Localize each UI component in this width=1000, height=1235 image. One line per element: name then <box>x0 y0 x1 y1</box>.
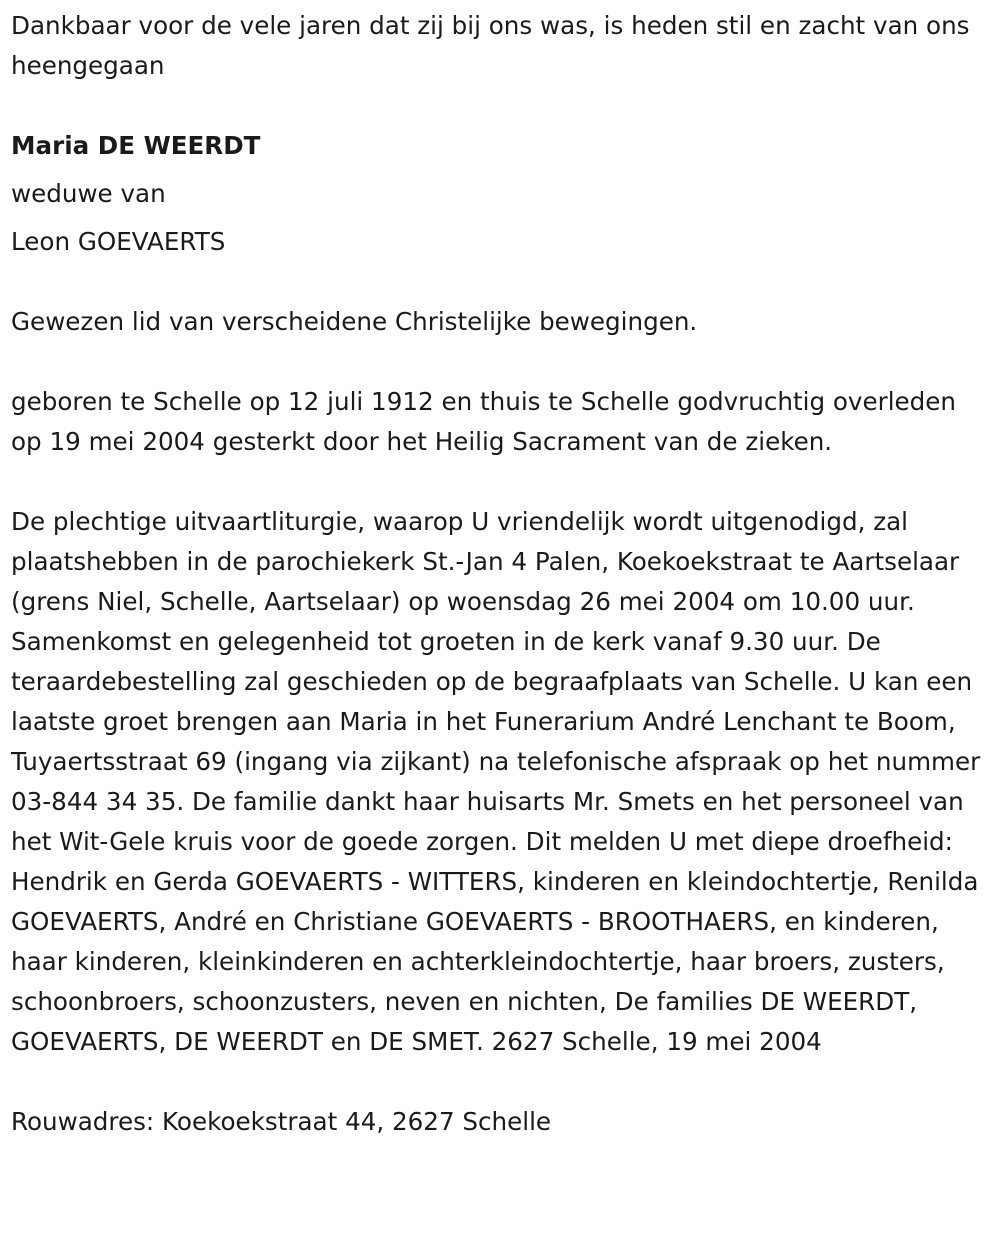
spacer <box>11 262 992 302</box>
widow-of-label: weduwe van <box>11 179 166 208</box>
spacer <box>11 86 992 126</box>
address-text: Rouwadres: Koekoekstraat 44, 2627 Schelle <box>11 1107 552 1136</box>
birth-death-text: geboren te Schelle op 12 juli 1912 en thuis te Schelle godvruchtig overleden op 19 mei 2004 gesterkt door het Heilig Sacrament van de zieken. <box>11 387 957 456</box>
spacer <box>11 342 992 382</box>
spacer <box>11 462 992 502</box>
deceased-name: Maria DE WEERDT <box>11 131 261 160</box>
intro-text: Dankbaar voor de vele jaren dat zij bij ons was, is heden stil en zacht van ons heengegaan <box>11 11 970 80</box>
ceremony-text: De plechtige uitvaartliturgie, waarop U vriendelijk wordt uitgenodigd, zal plaatshebben in de parochiekerk St.-Jan 4 Palen, Koekoekstraat te Aartselaar (grens Niel, Schelle, Aartselaar) op woensdag 26 mei 2004 om 10.00 uur. Samenkomst en gelegenheid tot groeten in de kerk vanaf 9.30 uur. De teraardebestelling zal geschieden op de begraafplaats van Schelle. U kan een laatste groet brengen aan Maria in het Funerarium André Lenchant te Boom, Tuyaertsstraat 69 (ingang via zijkant) na telefonische afspraak op het nummer 03-844 34 35. De familie dankt haar huisarts Mr. Smets en het personeel van het Wit-Gele kruis voor de goede zorgen. Dit melden U met diepe droefheid: Hendrik en Gerda GOEVAERTS - WITTERS, kinderen en kleindochtertje, Renilda GOEVAERTS, André en Christiane GOEVAERTS - BROOTHAERS, en kinderen, haar kinderen, kleinkinderen en achterkleindochtertje, haar broers, zusters, schoonbroers, schoonzusters, neven en nichten, De families DE WEERDT, GOEVAERTS, DE WEERDT en DE SMET. 2627 Schelle, 19 mei 2004 <box>11 507 981 1056</box>
membership-text: Gewezen lid van verscheidene Christelijke bewegingen. <box>11 307 698 336</box>
spacer <box>11 1062 992 1102</box>
spouse-name: Leon GOEVAERTS <box>11 227 226 256</box>
